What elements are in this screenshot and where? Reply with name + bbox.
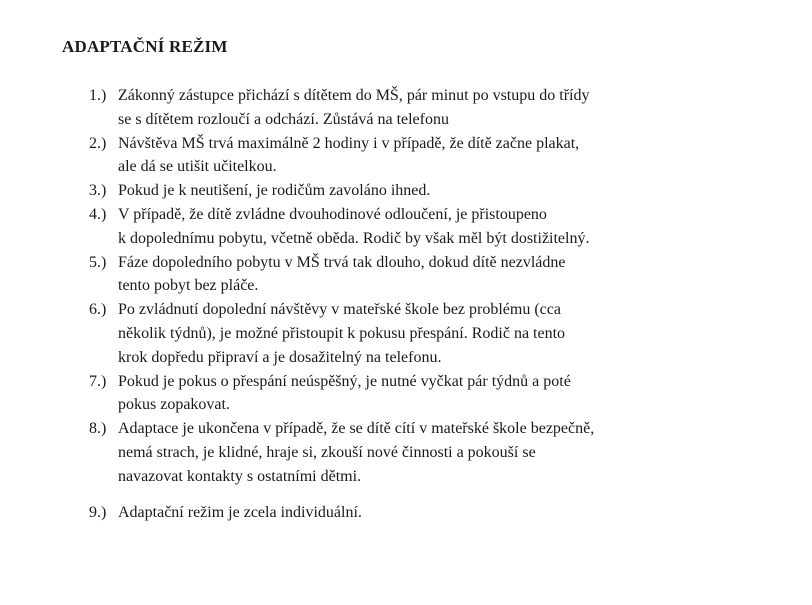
- item-number: 6.): [89, 301, 107, 319]
- item-text-line: pokus zopakovat.: [118, 396, 230, 414]
- item-text-line: Pokud je k neutišení, je rodičům zavoláno ihned.: [118, 182, 431, 200]
- item-text-line: V případě, že dítě zvládne dvouhodinové odloučení, je přistoupeno: [118, 205, 547, 223]
- item-number: 2.): [89, 134, 107, 152]
- item-number: 3.): [89, 182, 107, 200]
- item-text-line: několik týdnů), je možné přistoupit k pokusu přespání. Rodič na tento: [118, 324, 566, 342]
- item-text-line: se s dítětem rozloučí a odchází. Zůstává na telefonu: [118, 110, 449, 128]
- list-item-9: [89, 501, 779, 525]
- item-text-line: Adaptační režim je zcela individuální.: [118, 503, 362, 521]
- item-text-line: Pokud je pokus o přespání neúspěšný, je nutné vyčkat pár týdnů a poté: [118, 372, 571, 390]
- rules-list: [89, 84, 779, 524]
- item-text-line: navazovat kontakty s ostatními dětmi.: [118, 467, 362, 485]
- item-text-line: Zákonný zástupce přichází s dítětem do MŠ, pár minut po vstupu do třídy: [118, 87, 590, 104]
- item-text-line: tento pobyt bez pláče.: [118, 277, 259, 295]
- item-number: 1.): [89, 87, 107, 104]
- item-text-line: Návštěva MŠ trvá maximálně 2 hodiny i v případě, že dítě začne plakat,: [118, 134, 580, 152]
- list-item-2: [89, 132, 779, 180]
- item-text-line: Fáze dopoledního pobytu v MŠ trvá tak dlouho, dokud dítě nezvládne: [118, 253, 566, 271]
- item-text-line: Po zvládnutí dopolední návštěvy v mateřské škole bez problému (cca: [118, 301, 561, 319]
- list-item-7: [89, 370, 779, 418]
- list-item-6: [89, 298, 779, 369]
- item-text-line: Adaptace je ukončena v případě, že se dítě cítí v mateřské škole bezpečně,: [118, 420, 595, 438]
- item-text-line: krok dopředu připraví a je dosažitelný na telefonu.: [118, 348, 442, 366]
- item-text-line: ale dá se utišit učitelkou.: [118, 158, 277, 176]
- item-number: 8.): [89, 420, 107, 438]
- item-number: 9.): [89, 503, 107, 521]
- list-item-3: [89, 179, 779, 203]
- list-item-8: [89, 417, 779, 488]
- item-number: 4.): [89, 205, 107, 223]
- item-text-line: k dopolednímu pobytu, včetně oběda. Rodič by však měl být dostižitelný.: [118, 229, 590, 247]
- item-number: 5.): [89, 253, 107, 271]
- document-title: ADAPTAČNÍ REŽIM: [62, 37, 228, 56]
- list-item-4: [89, 203, 779, 251]
- list-item-5: [89, 251, 779, 299]
- item-number: 7.): [89, 372, 107, 390]
- list-item-1: [89, 84, 779, 132]
- item-text-line: nemá strach, je klidné, hraje si, zkouší nové činnosti a pokouší se: [118, 443, 536, 461]
